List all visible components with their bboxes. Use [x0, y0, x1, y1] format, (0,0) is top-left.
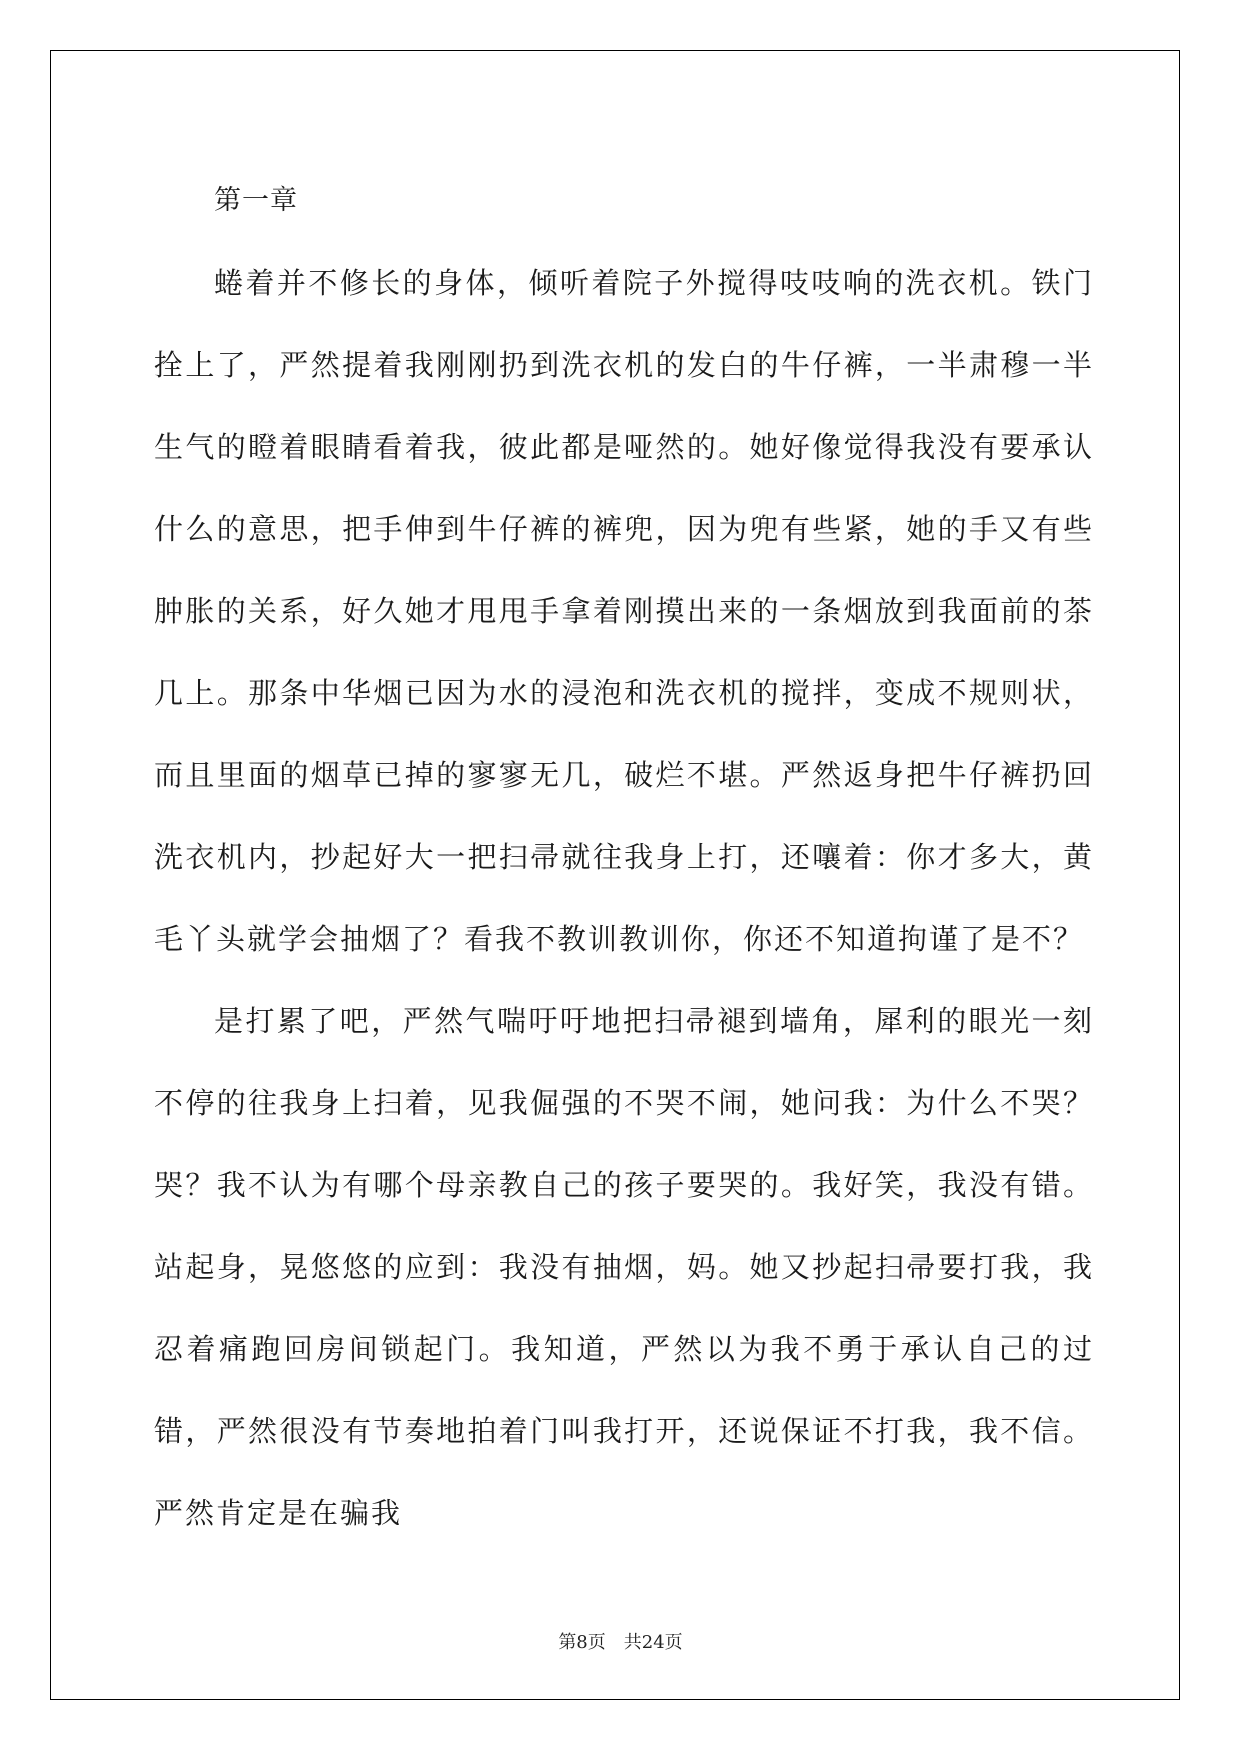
chapter-heading: 第一章 — [214, 185, 298, 216]
paragraph-2: 是打累了吧，严然气喘吁吁地把扫帚褪到墙角，犀利的眼光一刻不停的往我身上扫着，见我倔强的不哭不闹，她问我：为什么不哭？哭？我不认为有哪个母亲教自己的孩子要哭的。我好笑，我没有错。站起身，晃悠悠的应到：我没有抽烟，妈。她又抄起扫帚要打我，我忍着痛跑回房间锁起门。我知道，严然以为我不勇于承认自己的过错，严然很没有节奏地拍着门叫我打开，还说保证不打我，我不信。严然肯定是在骗我 — [154, 1004, 1094, 1530]
page-footer — [0, 1628, 1241, 1654]
page-number: 第8页 — [558, 1632, 606, 1653]
paragraph-1: 蜷着并不修长的身体，倾听着院子外搅得吱吱响的洗衣机。铁门拴上了，严然提着我刚刚扔到洗衣机的发白的牛仔裤，一半肃穆一半生气的瞪着眼睛看着我，彼此都是哑然的。她好像觉得我没有要承认什么的意思，把手伸到牛仔裤的裤兜，因为兜有些紧，她的手又有些肿胀的关系，好久她才甩甩手拿着刚摸出来的一条烟放到我面前的茶几上。那条中华烟已因为水的浸泡和洗衣机的搅拌，变成不规则状，而且里面的烟草已掉的寥寥无几，破烂不堪。严然返身把牛仔裤扔回洗衣机内，抄起好大一把扫帚就往我身上打，还嚷着：你才多大，黄毛丫头就学会抽烟了？看我不教训教训你，你还不知道拘谨了是不？ — [154, 266, 1094, 956]
document-body — [154, 160, 1094, 1554]
page-total: 共24页 — [623, 1632, 683, 1653]
